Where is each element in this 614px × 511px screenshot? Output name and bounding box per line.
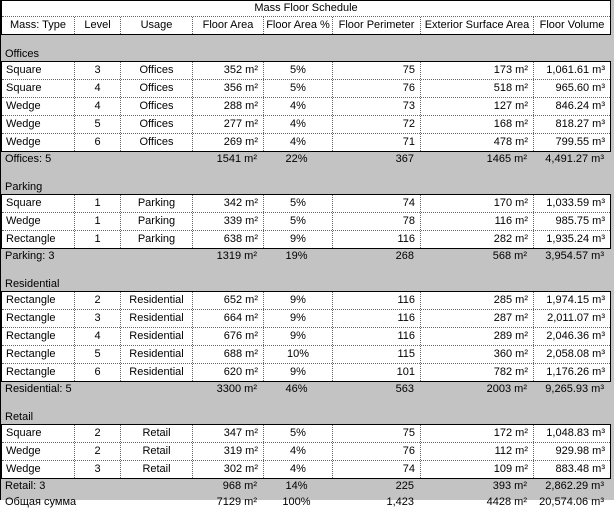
cell-floor-area-pct[interactable]: 5% <box>263 195 332 212</box>
cell-exterior-surface-area[interactable]: 285 m² <box>420 292 533 309</box>
cell-floor-area[interactable]: 356 m² <box>192 80 263 97</box>
column-header-floor-perimeter[interactable]: Floor Perimeter <box>332 17 420 34</box>
cell-floor-volume: 9,265.93 m³ <box>545 383 604 395</box>
table-row <box>2 195 610 212</box>
cell-floor-area[interactable]: 288 m² <box>192 98 263 115</box>
cell-mass-type[interactable]: Rectangle <box>6 330 56 342</box>
cell-exterior-surface-area[interactable]: 112 m² <box>420 443 533 460</box>
cell-floor-area-pct[interactable]: 4% <box>263 116 332 133</box>
spacer <box>1 168 611 181</box>
cell-mass-type[interactable]: Rectangle <box>6 294 56 306</box>
cell-floor-volume[interactable]: 965.60 m³ <box>533 80 610 97</box>
cell-exterior-surface-area: 568 m² <box>492 250 527 262</box>
cell-exterior-surface-area[interactable]: 127 m² <box>420 98 533 115</box>
grand-total-row-label: Общая сумма <box>5 496 77 508</box>
cell-floor-area: 968 m² <box>222 480 257 492</box>
cell-mass-type[interactable]: Wedge <box>6 100 41 112</box>
cell-floor-perimeter[interactable]: 71 <box>332 134 420 151</box>
schedule-title: Mass Floor Schedule <box>2 1 610 17</box>
cell-level[interactable]: 5 <box>74 116 120 133</box>
cell-mass-type[interactable]: Wedge <box>6 118 41 130</box>
cell-floor-perimeter[interactable]: 116 <box>332 310 420 327</box>
cell-floor-area-pct[interactable]: 5% <box>263 425 332 442</box>
cell-floor-area-pct[interactable]: 9% <box>263 292 332 309</box>
cell-floor-area-pct[interactable]: 9% <box>263 231 332 248</box>
cell-floor-volume[interactable]: 846.24 m³ <box>533 98 610 115</box>
cell-exterior-surface-area[interactable]: 116 m² <box>420 213 533 230</box>
column-header-floor-volume[interactable]: Floor Volume <box>533 17 610 34</box>
cell-floor-area: 7129 m² <box>216 496 257 508</box>
cell-mass-type[interactable]: Square <box>6 427 42 439</box>
spacer <box>1 398 611 411</box>
spacer <box>1 35 611 48</box>
cell-usage[interactable]: Parking <box>120 213 192 230</box>
cell-floor-volume[interactable]: 2,011.07 m³ <box>533 310 610 327</box>
cell-floor-area-pct[interactable]: 9% <box>263 364 332 381</box>
column-header-usage[interactable]: Usage <box>120 17 192 34</box>
section-rows-parking <box>1 194 611 249</box>
cell-exterior-surface-area[interactable]: 170 m² <box>420 195 533 212</box>
cell-floor-volume[interactable]: 2,058.08 m³ <box>533 346 610 363</box>
cell-floor-volume[interactable]: 1,048.83 m³ <box>533 425 610 442</box>
cell-floor-volume[interactable]: 1,033.59 m³ <box>533 195 610 212</box>
cell-mass-type[interactable]: Rectangle <box>6 233 56 245</box>
cell-level[interactable]: 1 <box>74 231 120 248</box>
section-rows-retail <box>1 424 611 479</box>
table-row <box>2 133 610 151</box>
cell-floor-perimeter[interactable]: 76 <box>332 80 420 97</box>
cell-exterior-surface-area[interactable]: 282 m² <box>420 231 533 248</box>
cell-floor-area-pct[interactable]: 9% <box>263 310 332 327</box>
cell-level[interactable]: 2 <box>74 425 120 442</box>
cell-level[interactable]: 6 <box>74 134 120 151</box>
cell-floor-area-pct[interactable]: 4% <box>263 461 332 478</box>
cell-floor-perimeter: 1,423 <box>386 496 414 508</box>
cell-floor-area-pct[interactable]: 5% <box>263 62 332 79</box>
cell-floor-volume[interactable]: 818.27 m³ <box>533 116 610 133</box>
cell-floor-area[interactable]: 620 m² <box>192 364 263 381</box>
column-header-floor-area-pct[interactable]: Floor Area % <box>263 17 332 34</box>
cell-floor-perimeter[interactable]: 116 <box>332 231 420 248</box>
cell-floor-area[interactable]: 688 m² <box>192 346 263 363</box>
column-header-exterior-surface-area[interactable]: Exterior Surface Area <box>420 17 533 34</box>
cell-level[interactable]: 2 <box>74 292 120 309</box>
cell-level[interactable]: 4 <box>74 80 120 97</box>
cell-usage[interactable]: Residential <box>120 328 192 345</box>
cell-floor-area[interactable]: 664 m² <box>192 310 263 327</box>
total-row-residential <box>1 382 611 398</box>
cell-exterior-surface-area[interactable]: 172 m² <box>420 425 533 442</box>
cell-usage[interactable]: Offices <box>120 134 192 151</box>
cell-floor-perimeter[interactable]: 73 <box>332 98 420 115</box>
cell-mass-type[interactable]: Wedge <box>6 445 41 457</box>
cell-exterior-surface-area[interactable]: 173 m² <box>420 62 533 79</box>
cell-usage[interactable]: Offices <box>120 62 192 79</box>
section-rows-offices <box>1 61 611 152</box>
cell-floor-area[interactable]: 347 m² <box>192 425 263 442</box>
cell-floor-perimeter[interactable]: 74 <box>332 195 420 212</box>
cell-exterior-surface-area[interactable]: 168 m² <box>420 116 533 133</box>
cell-floor-volume[interactable]: 929.98 m³ <box>533 443 610 460</box>
cell-floor-perimeter[interactable]: 76 <box>332 443 420 460</box>
cell-floor-area-pct: 100% <box>282 496 311 508</box>
table-row <box>2 345 610 363</box>
section-header-retail: Retail <box>5 411 34 423</box>
section-rows-residential <box>1 291 611 382</box>
cell-floor-area-pct[interactable]: 10% <box>263 346 332 363</box>
cell-floor-perimeter[interactable]: 116 <box>332 328 420 345</box>
cell-usage[interactable]: Offices <box>120 80 192 97</box>
cell-floor-volume[interactable]: 1,974.15 m³ <box>533 292 610 309</box>
cell-floor-perimeter[interactable]: 74 <box>332 461 420 478</box>
cell-floor-area[interactable]: 339 m² <box>192 213 263 230</box>
cell-exterior-surface-area: 2003 m² <box>486 383 527 395</box>
cell-floor-perimeter: 563 <box>395 383 414 395</box>
cell-floor-area-pct: 22% <box>285 153 308 165</box>
schedule-header-block <box>1 0 611 35</box>
cell-floor-area[interactable]: 319 m² <box>192 443 263 460</box>
section-header-offices: Offices <box>5 48 40 60</box>
cell-floor-area-pct[interactable]: 4% <box>263 98 332 115</box>
cell-usage[interactable]: Retail <box>120 443 192 460</box>
cell-floor-perimeter[interactable]: 115 <box>332 346 420 363</box>
column-header-row <box>2 17 610 34</box>
cell-mass-type[interactable]: Rectangle <box>6 348 56 360</box>
table-row <box>2 62 610 79</box>
table-row <box>2 79 610 97</box>
cell-level[interactable]: 2 <box>74 443 120 460</box>
cell-floor-perimeter[interactable]: 72 <box>332 116 420 133</box>
table-row <box>2 230 610 248</box>
cell-floor-area[interactable]: 269 m² <box>192 134 263 151</box>
cell-floor-area[interactable]: 676 m² <box>192 328 263 345</box>
cell-usage[interactable]: Offices <box>120 98 192 115</box>
cell-floor-volume: 2,862.29 m³ <box>545 480 604 492</box>
cell-mass-type[interactable]: Rectangle <box>6 312 56 324</box>
cell-level[interactable]: 4 <box>74 98 120 115</box>
total-row-parking <box>1 249 611 265</box>
cell-level[interactable]: 5 <box>74 346 120 363</box>
cell-floor-perimeter: 367 <box>395 153 414 165</box>
schedule-body <box>1 35 614 511</box>
cell-exterior-surface-area[interactable]: 518 m² <box>420 80 533 97</box>
cell-floor-perimeter[interactable]: 75 <box>332 62 420 79</box>
cell-floor-perimeter: 268 <box>395 250 414 262</box>
cell-floor-volume: 3,954.57 m³ <box>545 250 604 262</box>
cell-floor-perimeter[interactable]: 101 <box>332 364 420 381</box>
cell-exterior-surface-area: 4428 m² <box>486 496 527 508</box>
total-row-residential-label: Residential: 5 <box>5 383 72 395</box>
cell-mass-type[interactable]: Wedge <box>6 215 41 227</box>
cell-floor-perimeter[interactable]: 116 <box>332 292 420 309</box>
cell-floor-area: 1541 m² <box>216 153 257 165</box>
cell-mass-type[interactable]: Rectangle <box>6 366 56 378</box>
cell-floor-area-pct: 19% <box>285 250 308 262</box>
cell-exterior-surface-area[interactable]: 109 m² <box>420 461 533 478</box>
cell-floor-area: 3300 m² <box>216 383 257 395</box>
cell-exterior-surface-area[interactable]: 289 m² <box>420 328 533 345</box>
cell-usage[interactable]: Retail <box>120 461 192 478</box>
table-row <box>2 363 610 381</box>
cell-usage[interactable]: Parking <box>120 231 192 248</box>
cell-floor-area[interactable]: 352 m² <box>192 62 263 79</box>
cell-floor-perimeter: 225 <box>395 480 414 492</box>
cell-floor-area-pct[interactable]: 9% <box>263 328 332 345</box>
cell-level[interactable]: 3 <box>74 62 120 79</box>
cell-floor-area-pct: 14% <box>285 480 308 492</box>
cell-floor-volume: 20,574.06 m³ <box>539 496 604 508</box>
cell-floor-volume[interactable]: 985.75 m³ <box>533 213 610 230</box>
table-row <box>2 327 610 345</box>
total-row-offices <box>1 152 611 168</box>
cell-usage[interactable]: Residential <box>120 364 192 381</box>
cell-level[interactable]: 1 <box>74 213 120 230</box>
cell-level[interactable]: 3 <box>74 310 120 327</box>
cell-floor-volume[interactable]: 883.48 m³ <box>533 461 610 478</box>
section-header-residential: Residential <box>5 278 60 290</box>
cell-exterior-surface-area: 1465 m² <box>486 153 527 165</box>
cell-floor-area[interactable]: 302 m² <box>192 461 263 478</box>
cell-floor-area[interactable]: 342 m² <box>192 195 263 212</box>
cell-exterior-surface-area[interactable]: 478 m² <box>420 134 533 151</box>
table-row <box>2 115 610 133</box>
table-row <box>2 97 610 115</box>
table-row <box>2 460 610 478</box>
cell-floor-area-pct: 46% <box>285 383 308 395</box>
total-row-retail-label: Retail: 3 <box>5 480 46 492</box>
table-row <box>2 292 610 309</box>
spacer <box>1 265 611 278</box>
cell-usage[interactable]: Parking <box>120 195 192 212</box>
cell-usage[interactable]: Offices <box>120 116 192 133</box>
cell-floor-area-pct[interactable]: 5% <box>263 80 332 97</box>
table-row <box>2 442 610 460</box>
cell-exterior-surface-area[interactable]: 360 m² <box>420 346 533 363</box>
table-row <box>2 309 610 327</box>
cell-floor-area-pct[interactable]: 4% <box>263 134 332 151</box>
column-header-mass-type[interactable]: Mass: Type <box>9 19 67 31</box>
cell-floor-volume[interactable]: 1,935.24 m³ <box>533 231 610 248</box>
cell-level[interactable]: 3 <box>74 461 120 478</box>
cell-floor-perimeter[interactable]: 78 <box>332 213 420 230</box>
cell-usage[interactable]: Residential <box>120 346 192 363</box>
cell-floor-volume[interactable]: 1,176.26 m³ <box>533 364 610 381</box>
cell-floor-area[interactable]: 652 m² <box>192 292 263 309</box>
cell-mass-type[interactable]: Square <box>6 197 42 209</box>
cell-usage[interactable]: Residential <box>120 292 192 309</box>
cell-exterior-surface-area: 393 m² <box>492 480 527 492</box>
column-header-floor-area[interactable]: Floor Area <box>192 17 263 34</box>
column-header-level[interactable]: Level <box>74 17 120 34</box>
cell-level[interactable]: 4 <box>74 328 120 345</box>
cell-floor-area-pct[interactable]: 4% <box>263 443 332 460</box>
grand-total-row <box>1 495 611 511</box>
table-row <box>2 212 610 230</box>
total-row-retail <box>1 479 611 495</box>
cell-level[interactable]: 1 <box>74 195 120 212</box>
cell-mass-type[interactable]: Square <box>6 82 42 94</box>
cell-mass-type[interactable]: Wedge <box>6 136 41 148</box>
cell-floor-volume: 4,491.27 m³ <box>545 153 604 165</box>
cell-floor-area: 1319 m² <box>216 250 257 262</box>
cell-usage[interactable]: Retail <box>120 425 192 442</box>
cell-level[interactable]: 6 <box>74 364 120 381</box>
section-header-parking: Parking <box>5 181 43 193</box>
cell-floor-area-pct[interactable]: 5% <box>263 213 332 230</box>
cell-usage[interactable]: Residential <box>120 310 192 327</box>
cell-exterior-surface-area[interactable]: 287 m² <box>420 310 533 327</box>
total-row-offices-label: Offices: 5 <box>5 153 52 165</box>
cell-floor-perimeter[interactable]: 75 <box>332 425 420 442</box>
cell-floor-volume[interactable]: 2,046.36 m³ <box>533 328 610 345</box>
cell-exterior-surface-area[interactable]: 782 m² <box>420 364 533 381</box>
cell-floor-volume[interactable]: 799.55 m³ <box>533 134 610 151</box>
cell-floor-area[interactable]: 277 m² <box>192 116 263 133</box>
cell-mass-type[interactable]: Square <box>6 64 42 76</box>
cell-floor-volume[interactable]: 1,061.61 m³ <box>533 62 610 79</box>
cell-floor-area[interactable]: 638 m² <box>192 231 263 248</box>
total-row-parking-label: Parking: 3 <box>5 250 55 262</box>
table-row <box>2 425 610 442</box>
cell-mass-type[interactable]: Wedge <box>6 463 41 475</box>
